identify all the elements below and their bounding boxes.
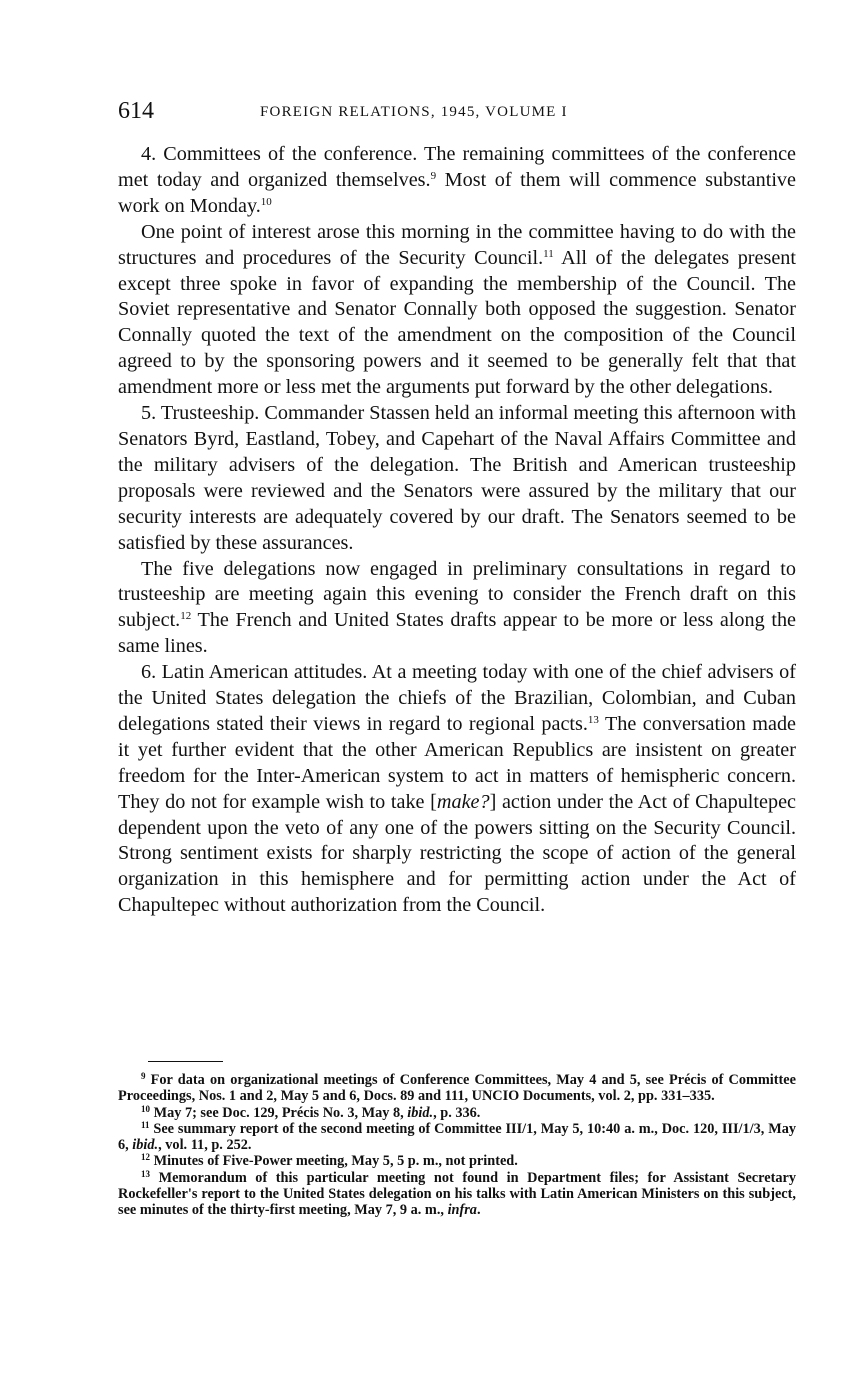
paragraph-latin-american	[118, 660, 796, 919]
footnote-ref: 12	[180, 610, 192, 623]
footnote-text: Memorandum of this particular meeting not found in Department files; for Assistant Secretary Rockefeller's report to the United States delegation on his talks with Latin American Ministers on this subject, see minutes of the thirty-first meeting, May 7, 9 a. m.,	[118, 1169, 796, 1219]
italic-text: ibid.	[132, 1137, 159, 1154]
footnote-mark: 11	[141, 1119, 150, 1130]
paragraph-text: 6. Latin American attitudes. At a meeting today with one of the chief advisers of the United States delegation the chiefs of the Brazilian, Colombian, and Cuban delegations stated their views in regard to regional pacts.	[118, 661, 796, 735]
footnote-mark: 13	[141, 1168, 150, 1179]
footnote	[118, 1105, 796, 1121]
footnote	[118, 1121, 796, 1154]
footnote	[118, 1072, 796, 1105]
paragraph-text: Most of them will commence substantive work on Monday.	[118, 168, 796, 217]
footnote	[118, 1170, 796, 1219]
paragraph-text: The French and United States drafts appear to be more or less along the same lines.	[118, 609, 796, 658]
footnote-text: , vol. 11, p. 252.	[158, 1137, 252, 1154]
paragraph-text: One point of interest arose this morning in the committee having to do with the structures and procedures of the Security Council.	[118, 220, 796, 269]
paragraph-text: ] action under the Act of Chapultepec dependent upon the veto of any one of the powers sitting on the Security Council. Strong sentiment exists for sharply restricting the scope of action of the general organization in this hemisphere and for permitting action under the Act of Chapultepec without authorization from the Council.	[118, 790, 796, 917]
footnote-ref: 11	[543, 247, 554, 260]
footnote-text: Minutes of Five-Power meeting, May 5, 5 p. m., not printed.	[150, 1153, 518, 1170]
running-title: FOREIGN RELATIONS, 1945, VOLUME I	[260, 104, 568, 120]
footnote-divider	[148, 1061, 223, 1062]
footnote-text: See summary report of the second meeting of Committee III/1, May 5, 10:40 a. m., Doc. 120, III/1/3, May 6,	[118, 1120, 796, 1154]
footnote-text: May 7; see Doc. 129, Précis No. 3, May 8,	[150, 1104, 408, 1121]
footnote-ref: 9	[430, 169, 437, 182]
paragraph-text: All of the delegates present except three spoke in favor of expanding the membership of the Council. The Soviet representative and Senator Connally both opposed the suggestion. Senator Connally quoted the text of the amendment on the composition of the Council agreed to by the sponsoring powers and it seemed to be generally felt that that amendment more or less met the arguments put forward by the other delegations.	[118, 246, 796, 399]
footnote-text: .	[476, 1202, 481, 1219]
paragraph-text: 5. Trusteeship. Commander Stassen held an informal meeting this afternoon with Senators Byrd, Eastland, Tobey, and Capehart of the Naval Affairs Committee and the military advisers of the delegation. The British and American trusteeship proposals were reviewed and the Senators were assured by the military that our security interests are adequately covered by our draft. The Senators seemed to be satisfied by these assurances.	[118, 402, 796, 554]
paragraph-text: The conversation made it yet further evident that the other American Republics are insistent on greater freedom for the Inter-American system to act in matters of hemispheric concern. They do not for example wish to take [	[118, 712, 796, 813]
footnote-text: , p. 336.	[433, 1104, 481, 1121]
paragraph-security-council	[118, 220, 796, 401]
paragraph-text: The five delegations now engaged in preliminary consultations in regard to trusteeship are meeting again this evening to consider the French draft on this subject.	[118, 557, 796, 632]
paragraph-five-delegations	[118, 557, 796, 661]
footnote-ref: 13	[587, 713, 599, 726]
paragraph-committees	[118, 142, 796, 220]
footnote-text: For data on organizational meetings of Conference Committees, May 4 and 5, see Précis of Committee Proceedings, Nos. 1 and 2, May 5 and 6, Docs. 89 and 111, UNCIO Documents, vol. 2, pp. 331–335.	[118, 1072, 796, 1105]
page-header	[118, 96, 798, 126]
italic-text: ibid.	[407, 1104, 434, 1121]
footnote-mark: 9	[141, 1071, 146, 1081]
paragraph-trusteeship	[118, 401, 796, 556]
italic-text: infra	[447, 1202, 477, 1219]
footnote-mark: 10	[141, 1103, 150, 1114]
main-text	[118, 142, 796, 919]
footnotes	[118, 1072, 796, 1219]
italic-text: make?	[436, 790, 490, 813]
footnote-ref: 10	[260, 195, 272, 208]
footnote	[118, 1153, 796, 1169]
page-number: 614	[118, 98, 154, 124]
paragraph-text: 4. Committees of the conference. The remaining committees of the conference met today and organized themselves.	[118, 143, 796, 191]
footnote-mark: 12	[141, 1152, 150, 1163]
